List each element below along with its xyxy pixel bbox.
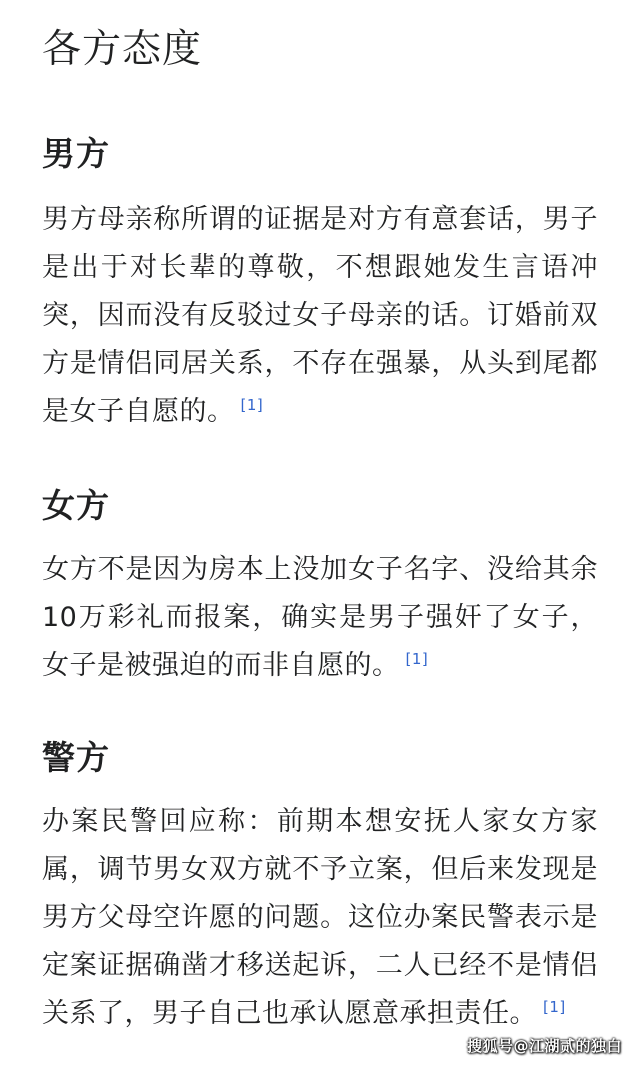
section-heading-police: 警方 [42,738,110,777]
citation-link[interactable]: [1] [405,650,429,668]
section-paragraph-female [42,546,598,690]
page-title: 各方态度 [42,27,203,72]
paragraph-text: 办案民警回应称：前期本想安抚人家女方家属，调节男女双方就不予立案，但后来发现是男方父母空许愿的问题。这位办案民警表示是定案证据确凿才移送起诉，二人已经不是情侣关系了，男子自己也承认愿意承担责任。 [42,806,598,1029]
watermark: 搜狐号@江湖贰的独白 [466,1037,622,1055]
section-paragraph-police [42,798,598,1038]
citation-link[interactable]: [1] [240,396,264,414]
section-heading-male: 男方 [42,134,110,173]
section-heading-female: 女方 [42,486,110,525]
section-paragraph-male [42,196,598,436]
paragraph-text: 男方母亲称所谓的证据是对方有意套话，男子是出于对长辈的尊敬，不想跟她发生言语冲突，因而没有反驳过女子母亲的话。订婚前双方是情侣同居关系，不存在强暴，从头到尾都是女子自愿的。 [42,204,598,427]
paragraph-text: 女方不是因为房本上没加女子名字、没给其余10万彩礼而报案，确实是男子强奸了女子，女子是被强迫的而非自愿的。 [42,554,598,681]
citation-link[interactable]: [1] [543,998,566,1016]
